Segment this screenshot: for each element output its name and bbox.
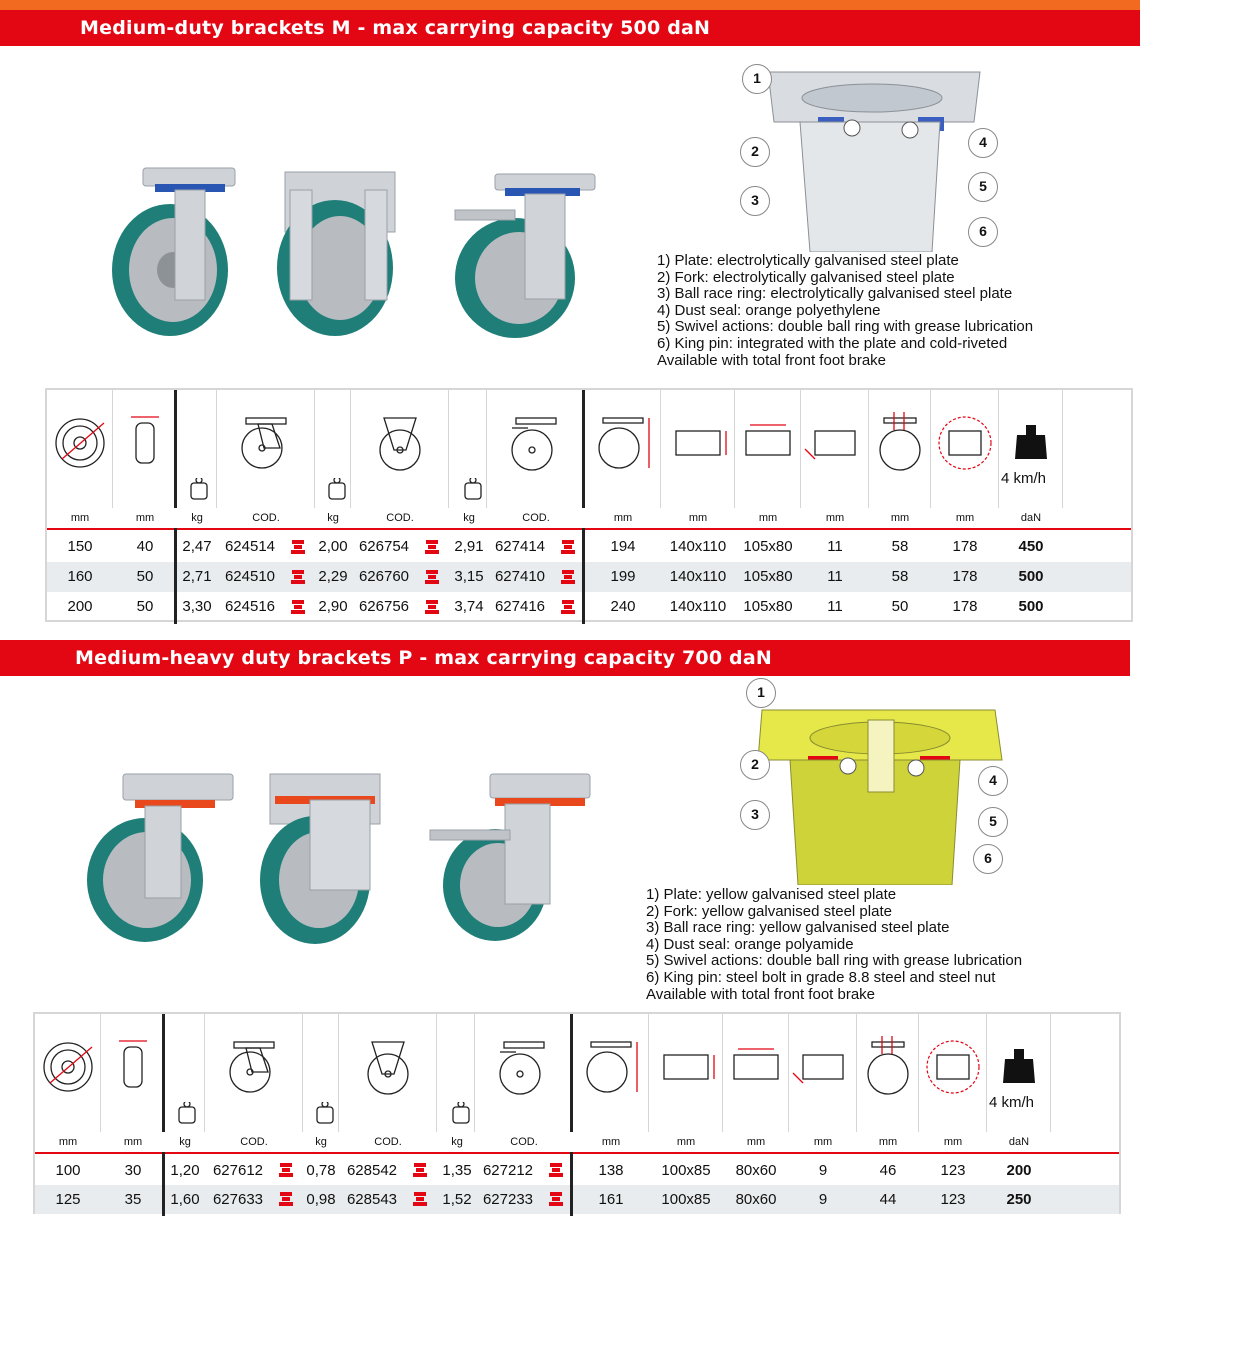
table-cell: 140x110 [669, 568, 727, 585]
table-cell: 11 [827, 598, 843, 615]
table-cell: 35 [124, 1191, 142, 1208]
table-row[interactable] [35, 1185, 1119, 1214]
product-code[interactable]: 624516 [224, 598, 276, 615]
table-cell: 30 [124, 1162, 142, 1179]
unit-label: kg [463, 512, 475, 524]
table-cell: 125 [55, 1191, 81, 1208]
legend-line: 6) King pin: steel bolt in grade 8.8 steel and steel nut [646, 968, 996, 986]
table-cell: 200 [67, 598, 93, 615]
table-cell: 2,91 [454, 538, 484, 555]
pdf-download-icon[interactable] [425, 600, 439, 615]
icon-cell [1051, 1014, 1121, 1132]
spec-table-p [33, 1012, 1121, 1214]
pdf-download-icon[interactable] [413, 1192, 427, 1207]
table-cell: 178 [952, 538, 978, 555]
table-cell: 3,15 [454, 568, 484, 585]
table-cell: 450 [1018, 538, 1044, 555]
pdf-download-icon[interactable] [291, 600, 305, 615]
swivel-caster-photo [112, 168, 235, 336]
unit-row [47, 512, 1131, 528]
brake-caster-photo [455, 174, 595, 338]
legend-line: Available with total front foot brake [657, 351, 887, 369]
table-cell: 2,00 [318, 538, 348, 555]
swivel-brake-caster-icon [492, 1034, 556, 1100]
overall-height-icon [591, 410, 655, 476]
callout-5: 5 [968, 172, 998, 202]
unit-label: mm [676, 1136, 696, 1148]
unit-label: COD. [386, 512, 414, 524]
pdf-download-icon[interactable] [279, 1192, 293, 1207]
table-cell: 80x60 [735, 1191, 777, 1208]
plate-size-icon [666, 410, 730, 476]
swivel-radius-icon [933, 410, 997, 476]
swivel-caster-photo [87, 774, 233, 942]
table-cell: 1,35 [442, 1162, 472, 1179]
table-cell: 3,30 [182, 598, 212, 615]
unit-label: mm [890, 512, 910, 524]
table-cell: 11 [827, 568, 843, 585]
swivel-caster-icon [234, 410, 298, 476]
table-cell: 0,98 [306, 1191, 336, 1208]
pdf-download-icon[interactable] [425, 570, 439, 585]
spec-table-m [45, 388, 1133, 622]
table-cell: 1,52 [442, 1191, 472, 1208]
unit-label: daN [1020, 512, 1042, 524]
unit-label: mm [758, 512, 778, 524]
unit-label: COD. [252, 512, 280, 524]
unit-label: mm [813, 1136, 833, 1148]
section-banner-m [0, 10, 1140, 46]
product-photos-m [95, 150, 615, 340]
table-cell: 100 [55, 1162, 81, 1179]
legend-line: 4) Dust seal: orange polyamide [646, 935, 854, 953]
load-capacity-icon [989, 1028, 1049, 1094]
hole-spacing-icon [725, 1034, 787, 1100]
legend-line: 2) Fork: electrolytically galvanised steel plate [657, 268, 955, 286]
table-cell: 161 [598, 1191, 624, 1208]
table-cell: 50 [136, 568, 154, 585]
weight-icon [175, 1102, 199, 1128]
table-cell: 3,74 [454, 598, 484, 615]
unit-label: daN [1008, 1136, 1030, 1148]
unit-label: mm [878, 1136, 898, 1148]
bolt-hole-icon [791, 1034, 855, 1100]
bolt-hole-icon [803, 410, 867, 476]
legend-line: 3) Ball race ring: electrolytically galvanised steel plate [657, 285, 1013, 303]
table-row[interactable] [47, 592, 1131, 622]
offset-icon [871, 410, 929, 476]
cutaway-diagram-p [740, 680, 1010, 885]
unit-label: kg [179, 1136, 191, 1148]
legend-line: 6) King pin: integrated with the plate and cold-riveted [657, 334, 1008, 352]
swivel-brake-caster-icon [504, 410, 568, 476]
legend-line: 3) Ball race ring: yellow galvanised steel plate [646, 919, 950, 937]
wheel-diameter-icon [49, 410, 111, 476]
table-cell: 1,60 [170, 1191, 200, 1208]
fixed-caster-icon [356, 1034, 420, 1100]
product-code[interactable]: 626756 [358, 598, 410, 615]
product-code[interactable]: 627212 [482, 1162, 534, 1179]
load-capacity-icon [1001, 404, 1061, 470]
table-cell: 80x60 [735, 1162, 777, 1179]
table-cell: 105x80 [743, 538, 793, 555]
weight-icon [313, 1102, 337, 1128]
materials-legend-p [646, 887, 1022, 1003]
table-cell: 100x85 [661, 1191, 711, 1208]
table-cell: 194 [610, 538, 636, 555]
table-cell: 123 [940, 1191, 966, 1208]
fixed-caster-photo [260, 774, 380, 944]
legend-line: 4) Dust seal: orange polyethylene [657, 301, 881, 319]
table-cell: 2,71 [182, 568, 212, 585]
table-cell: 44 [879, 1191, 897, 1208]
swivel-radius-icon [921, 1034, 985, 1100]
legend-line: 5) Swivel actions: double ball ring with grease lubrication [646, 952, 1023, 970]
product-code[interactable]: 627416 [494, 598, 546, 615]
table-cell: 40 [136, 538, 154, 555]
pdf-download-icon[interactable] [549, 1192, 563, 1207]
hole-spacing-icon [737, 410, 799, 476]
column-divider [174, 528, 177, 624]
product-code[interactable]: 626754 [358, 538, 410, 555]
speed-label: 4 km/h [1001, 470, 1047, 487]
table-cell: 178 [952, 598, 978, 615]
brake-caster-photo [430, 774, 590, 941]
legend-line: 5) Swivel actions: double ball ring with grease lubrication [657, 318, 1034, 336]
product-code[interactable]: 626760 [358, 568, 410, 585]
icon-cell [1063, 390, 1133, 508]
table-cell: 58 [891, 568, 909, 585]
table-row[interactable] [35, 1156, 1119, 1185]
table-cell: 50 [136, 598, 154, 615]
materials-legend-m [657, 253, 1033, 369]
legend-line: 2) Fork: yellow galvanised steel plate [646, 902, 892, 920]
weight-icon [461, 478, 485, 504]
table-cell: 105x80 [743, 598, 793, 615]
unit-label: mm [825, 512, 845, 524]
fixed-caster-photo [277, 172, 395, 336]
table-cell: 140x110 [669, 538, 727, 555]
pdf-download-icon[interactable] [561, 540, 575, 555]
callout-5: 5 [978, 807, 1008, 837]
legend-line: 1) Plate: yellow galvanised steel plate [646, 886, 897, 903]
callout-1: 1 [742, 64, 772, 94]
offset-icon [859, 1034, 917, 1100]
product-code[interactable]: 624510 [224, 568, 276, 585]
column-divider [582, 528, 585, 624]
table-cell: 199 [610, 568, 636, 585]
header-divider [35, 1152, 1119, 1154]
callout-2: 2 [740, 137, 770, 167]
unit-label: mm [601, 1136, 621, 1148]
section-title: Medium-heavy duty brackets P - max carrying capacity 700 daN [75, 647, 772, 669]
product-photos-p [85, 770, 595, 945]
table-cell: 105x80 [743, 568, 793, 585]
table-cell: 178 [952, 568, 978, 585]
unit-label: kg [315, 1136, 327, 1148]
overall-height-icon [579, 1034, 643, 1100]
unit-label: mm [688, 512, 708, 524]
table-cell: 160 [67, 568, 93, 585]
section-title: Medium-duty brackets M - max carrying capacity 500 daN [80, 17, 711, 39]
pdf-download-icon[interactable] [291, 540, 305, 555]
product-code[interactable]: 627633 [212, 1191, 264, 1208]
table-cell: 11 [827, 538, 843, 555]
table-cell: 46 [879, 1162, 897, 1179]
table-cell: 100x85 [661, 1162, 711, 1179]
table-cell: 138 [598, 1162, 624, 1179]
product-code[interactable]: 624514 [224, 538, 276, 555]
callout-6: 6 [968, 217, 998, 247]
table-cell: 123 [940, 1162, 966, 1179]
header-divider [47, 528, 1131, 530]
table-cell: 250 [1006, 1191, 1032, 1208]
callout-4: 4 [968, 128, 998, 158]
unit-label: COD. [374, 1136, 402, 1148]
callout-2: 2 [740, 750, 770, 780]
callout-1: 1 [746, 678, 776, 708]
table-cell: 140x110 [669, 598, 727, 615]
legend-line: Available with total front foot brake [646, 985, 876, 1003]
fixed-caster-icon [368, 410, 432, 476]
unit-label: kg [327, 512, 339, 524]
callout-4: 4 [978, 766, 1008, 796]
unit-label: mm [613, 512, 633, 524]
wheel-width-icon [103, 1034, 163, 1100]
table-cell: 0,78 [306, 1162, 336, 1179]
pdf-download-icon[interactable] [291, 570, 305, 585]
table-cell: 1,20 [170, 1162, 200, 1179]
table-cell: 240 [610, 598, 636, 615]
unit-label: mm [123, 1136, 143, 1148]
unit-label: mm [943, 1136, 963, 1148]
table-cell: 150 [67, 538, 93, 555]
unit-label: kg [451, 1136, 463, 1148]
section-banner-p [0, 640, 1130, 676]
table-cell: 9 [818, 1162, 828, 1179]
unit-label: COD. [522, 512, 550, 524]
product-code[interactable]: 628542 [346, 1162, 398, 1179]
table-cell: 2,90 [318, 598, 348, 615]
cutaway-diagram-m [740, 62, 1000, 252]
product-code[interactable]: 627410 [494, 568, 546, 585]
column-divider [570, 1152, 573, 1216]
product-code[interactable]: 627612 [212, 1162, 264, 1179]
wheel-width-icon [115, 410, 175, 476]
table-cell: 2,47 [182, 538, 212, 555]
callout-6: 6 [973, 844, 1003, 874]
callout-3: 3 [740, 800, 770, 830]
unit-label: mm [746, 1136, 766, 1148]
table-cell: 500 [1018, 598, 1044, 615]
plate-size-icon [654, 1034, 718, 1100]
unit-row [35, 1136, 1119, 1152]
weight-icon [449, 1102, 473, 1128]
wheel-diameter-icon [37, 1034, 99, 1100]
pdf-download-icon[interactable] [425, 540, 439, 555]
table-row[interactable] [47, 562, 1131, 592]
legend-line: 1) Plate: electrolytically galvanised steel plate [657, 252, 959, 269]
table-cell: 9 [818, 1191, 828, 1208]
pdf-download-icon[interactable] [549, 1163, 563, 1178]
table-cell: 200 [1006, 1162, 1032, 1179]
table-cell: 2,29 [318, 568, 348, 585]
unit-label: COD. [240, 1136, 268, 1148]
unit-label: kg [191, 512, 203, 524]
column-divider [162, 1152, 165, 1216]
table-cell: 50 [891, 598, 909, 615]
table-cell: 58 [891, 538, 909, 555]
table-cell: 500 [1018, 568, 1044, 585]
pdf-download-icon[interactable] [279, 1163, 293, 1178]
product-code[interactable]: 627414 [494, 538, 546, 555]
speed-label: 4 km/h [989, 1094, 1035, 1111]
unit-label: COD. [510, 1136, 538, 1148]
product-code[interactable]: 627233 [482, 1191, 534, 1208]
unit-label: mm [135, 512, 155, 524]
callout-3: 3 [740, 186, 770, 216]
unit-label: mm [955, 512, 975, 524]
pdf-download-icon[interactable] [561, 600, 575, 615]
table-row[interactable] [47, 532, 1131, 562]
unit-label: mm [70, 512, 90, 524]
weight-icon [325, 478, 349, 504]
product-code[interactable]: 628543 [346, 1191, 398, 1208]
pdf-download-icon[interactable] [561, 570, 575, 585]
swivel-caster-icon [222, 1034, 286, 1100]
unit-label: mm [58, 1136, 78, 1148]
pdf-download-icon[interactable] [413, 1163, 427, 1178]
weight-icon [187, 478, 211, 504]
